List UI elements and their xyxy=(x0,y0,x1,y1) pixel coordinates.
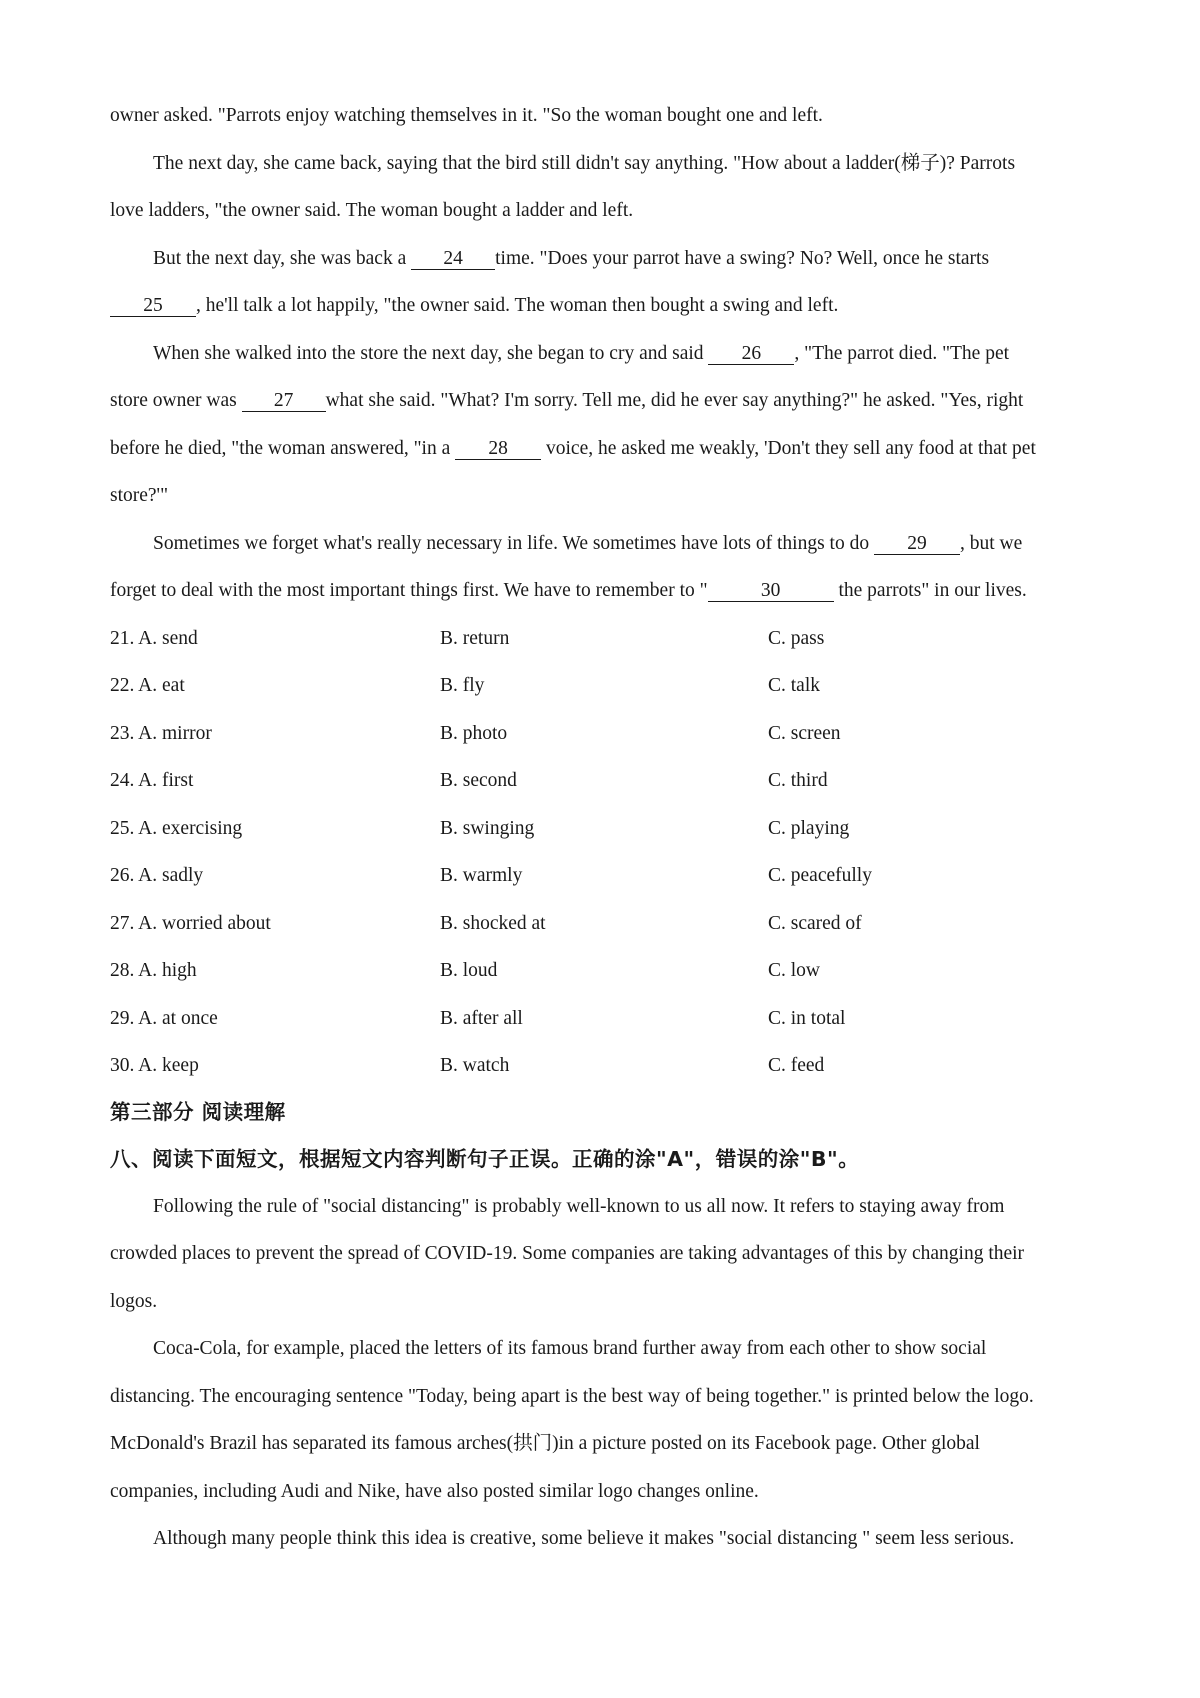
passage-text: forget to deal with the most important things first. We have to remember to " xyxy=(110,580,708,601)
option-c: C. peacefully xyxy=(768,865,872,886)
option-c: C. playing xyxy=(768,818,850,839)
passage-text: what she said. "What? I'm sorry. Tell me, did he ever say anything?" he asked. "Yes, right xyxy=(325,390,1024,411)
answer-blank: 30 xyxy=(708,581,834,602)
reading-line xyxy=(110,1242,1024,1266)
option-a: 21. A. send xyxy=(110,628,198,649)
option-a: 24. A. first xyxy=(110,770,194,791)
option-b: B. after all xyxy=(440,1008,523,1029)
passage-line xyxy=(153,342,1009,366)
option-b: B. fly xyxy=(440,675,485,696)
option-a: 27. A. worried about xyxy=(110,913,271,934)
option-a: 25. A. exercising xyxy=(110,818,243,839)
option-c: C. pass xyxy=(768,628,825,649)
option-c: C. scared of xyxy=(768,913,862,934)
option-c: C. screen xyxy=(768,723,841,744)
passage-line xyxy=(110,484,168,508)
passage-line xyxy=(110,199,633,223)
passage-line xyxy=(110,389,1023,413)
passage-text: , but we xyxy=(959,533,1023,554)
passage-text: love ladders, "the owner said. The woman bought a ladder and left. xyxy=(110,200,634,221)
section-title: 第三部分 阅读理解 xyxy=(110,1100,286,1124)
option-a: 23. A. mirror xyxy=(110,723,212,744)
option-b: B. watch xyxy=(440,1055,510,1076)
passage-text: But the next day, she was back a xyxy=(153,248,412,269)
passage-text: time. "Does your parrot have a swing? No? Well, once he starts xyxy=(495,248,990,269)
reading-text: Following the rule of "social distancing" is probably well-known to us all now. It refers to staying away from xyxy=(153,1196,1005,1217)
passage-text: before he died, "the woman answered, "in a xyxy=(110,438,456,459)
answer-blank: 26 xyxy=(708,344,794,365)
reading-text: distancing. The encouraging sentence "Today, being apart is the best way of being together." is printed below the logo. xyxy=(110,1386,1034,1407)
option-c: C. low xyxy=(768,960,821,981)
option-b: B. second xyxy=(440,770,517,791)
option-b: B. shocked at xyxy=(440,913,546,934)
reading-line xyxy=(110,1290,157,1314)
passage-line xyxy=(153,152,1015,176)
option-b: B. return xyxy=(440,628,510,649)
option-a: 29. A. at once xyxy=(110,1008,218,1029)
passage-text: store owner was xyxy=(110,390,242,411)
reading-line xyxy=(153,1337,986,1361)
reading-text: Coca-Cola, for example, placed the letters of its famous brand further away from each other to show social xyxy=(153,1338,987,1359)
passage-text: owner asked. "Parrots enjoy watching themselves in it. "So the woman bought one and left. xyxy=(110,105,823,126)
reading-line xyxy=(153,1195,1004,1219)
reading-line xyxy=(110,1432,980,1456)
answer-blank: 24 xyxy=(411,249,495,270)
reading-text: McDonald's Brazil has separated its famous arches(拱门)in a picture posted on its Facebook page. Other global xyxy=(110,1433,980,1454)
option-a: 22. A. eat xyxy=(110,675,185,696)
option-c: C. feed xyxy=(768,1055,825,1076)
reading-line xyxy=(110,1480,759,1504)
option-a: 28. A. high xyxy=(110,960,197,981)
option-b: B. swinging xyxy=(440,818,535,839)
answer-blank: 25 xyxy=(110,296,196,317)
passage-line xyxy=(110,579,1027,603)
passage-text: , "The parrot died. "The pet xyxy=(794,343,1010,364)
option-a: 26. A. sadly xyxy=(110,865,204,886)
section-instruction: 八、阅读下面短文，根据短文内容判断句子正误。正确的涂"A"，错误的涂"B"。 xyxy=(110,1147,860,1171)
passage-text: store?'" xyxy=(110,485,169,506)
option-b: B. photo xyxy=(440,723,508,744)
option-b: B. warmly xyxy=(440,865,523,886)
passage-text: Sometimes we forget what's really necessary in life. We sometimes have lots of things to do xyxy=(153,533,874,554)
passage-line xyxy=(110,104,823,128)
option-c: C. talk xyxy=(768,675,820,696)
option-a: 30. A. keep xyxy=(110,1055,199,1076)
option-c: C. third xyxy=(768,770,828,791)
reading-line xyxy=(110,1385,1034,1409)
option-c: C. in total xyxy=(768,1008,846,1029)
answer-blank: 28 xyxy=(455,439,541,460)
passage-line xyxy=(153,532,1022,556)
passage-line xyxy=(110,294,838,318)
reading-text: logos. xyxy=(110,1291,158,1312)
option-b: B. loud xyxy=(440,960,498,981)
passage-text: When she walked into the store the next day, she began to cry and said xyxy=(153,343,709,364)
reading-text: Although many people think this idea is creative, some believe it makes "social distancing " seem less serious. xyxy=(153,1528,1015,1549)
passage-text: , he'll talk a lot happily, "the owner said. The woman then bought a swing and left. xyxy=(196,295,839,316)
passage-text: the parrots" in our lives. xyxy=(833,580,1027,601)
reading-text: crowded places to prevent the spread of COVID-19. Some companies are taking advantages of this by changing their xyxy=(110,1243,1025,1264)
passage-text: The next day, she came back, saying that the bird still didn't say anything. "How about a ladder(梯子)? Parrots xyxy=(153,153,1016,174)
passage-text: voice, he asked me weakly, 'Don't they sell any food at that pet xyxy=(541,438,1036,459)
reading-line xyxy=(153,1527,1014,1551)
answer-blank: 27 xyxy=(242,391,326,412)
answer-blank: 29 xyxy=(874,534,960,555)
passage-line xyxy=(110,437,1036,461)
reading-text: companies, including Audi and Nike, have also posted similar logo changes online. xyxy=(110,1481,759,1502)
passage-line xyxy=(153,247,989,271)
